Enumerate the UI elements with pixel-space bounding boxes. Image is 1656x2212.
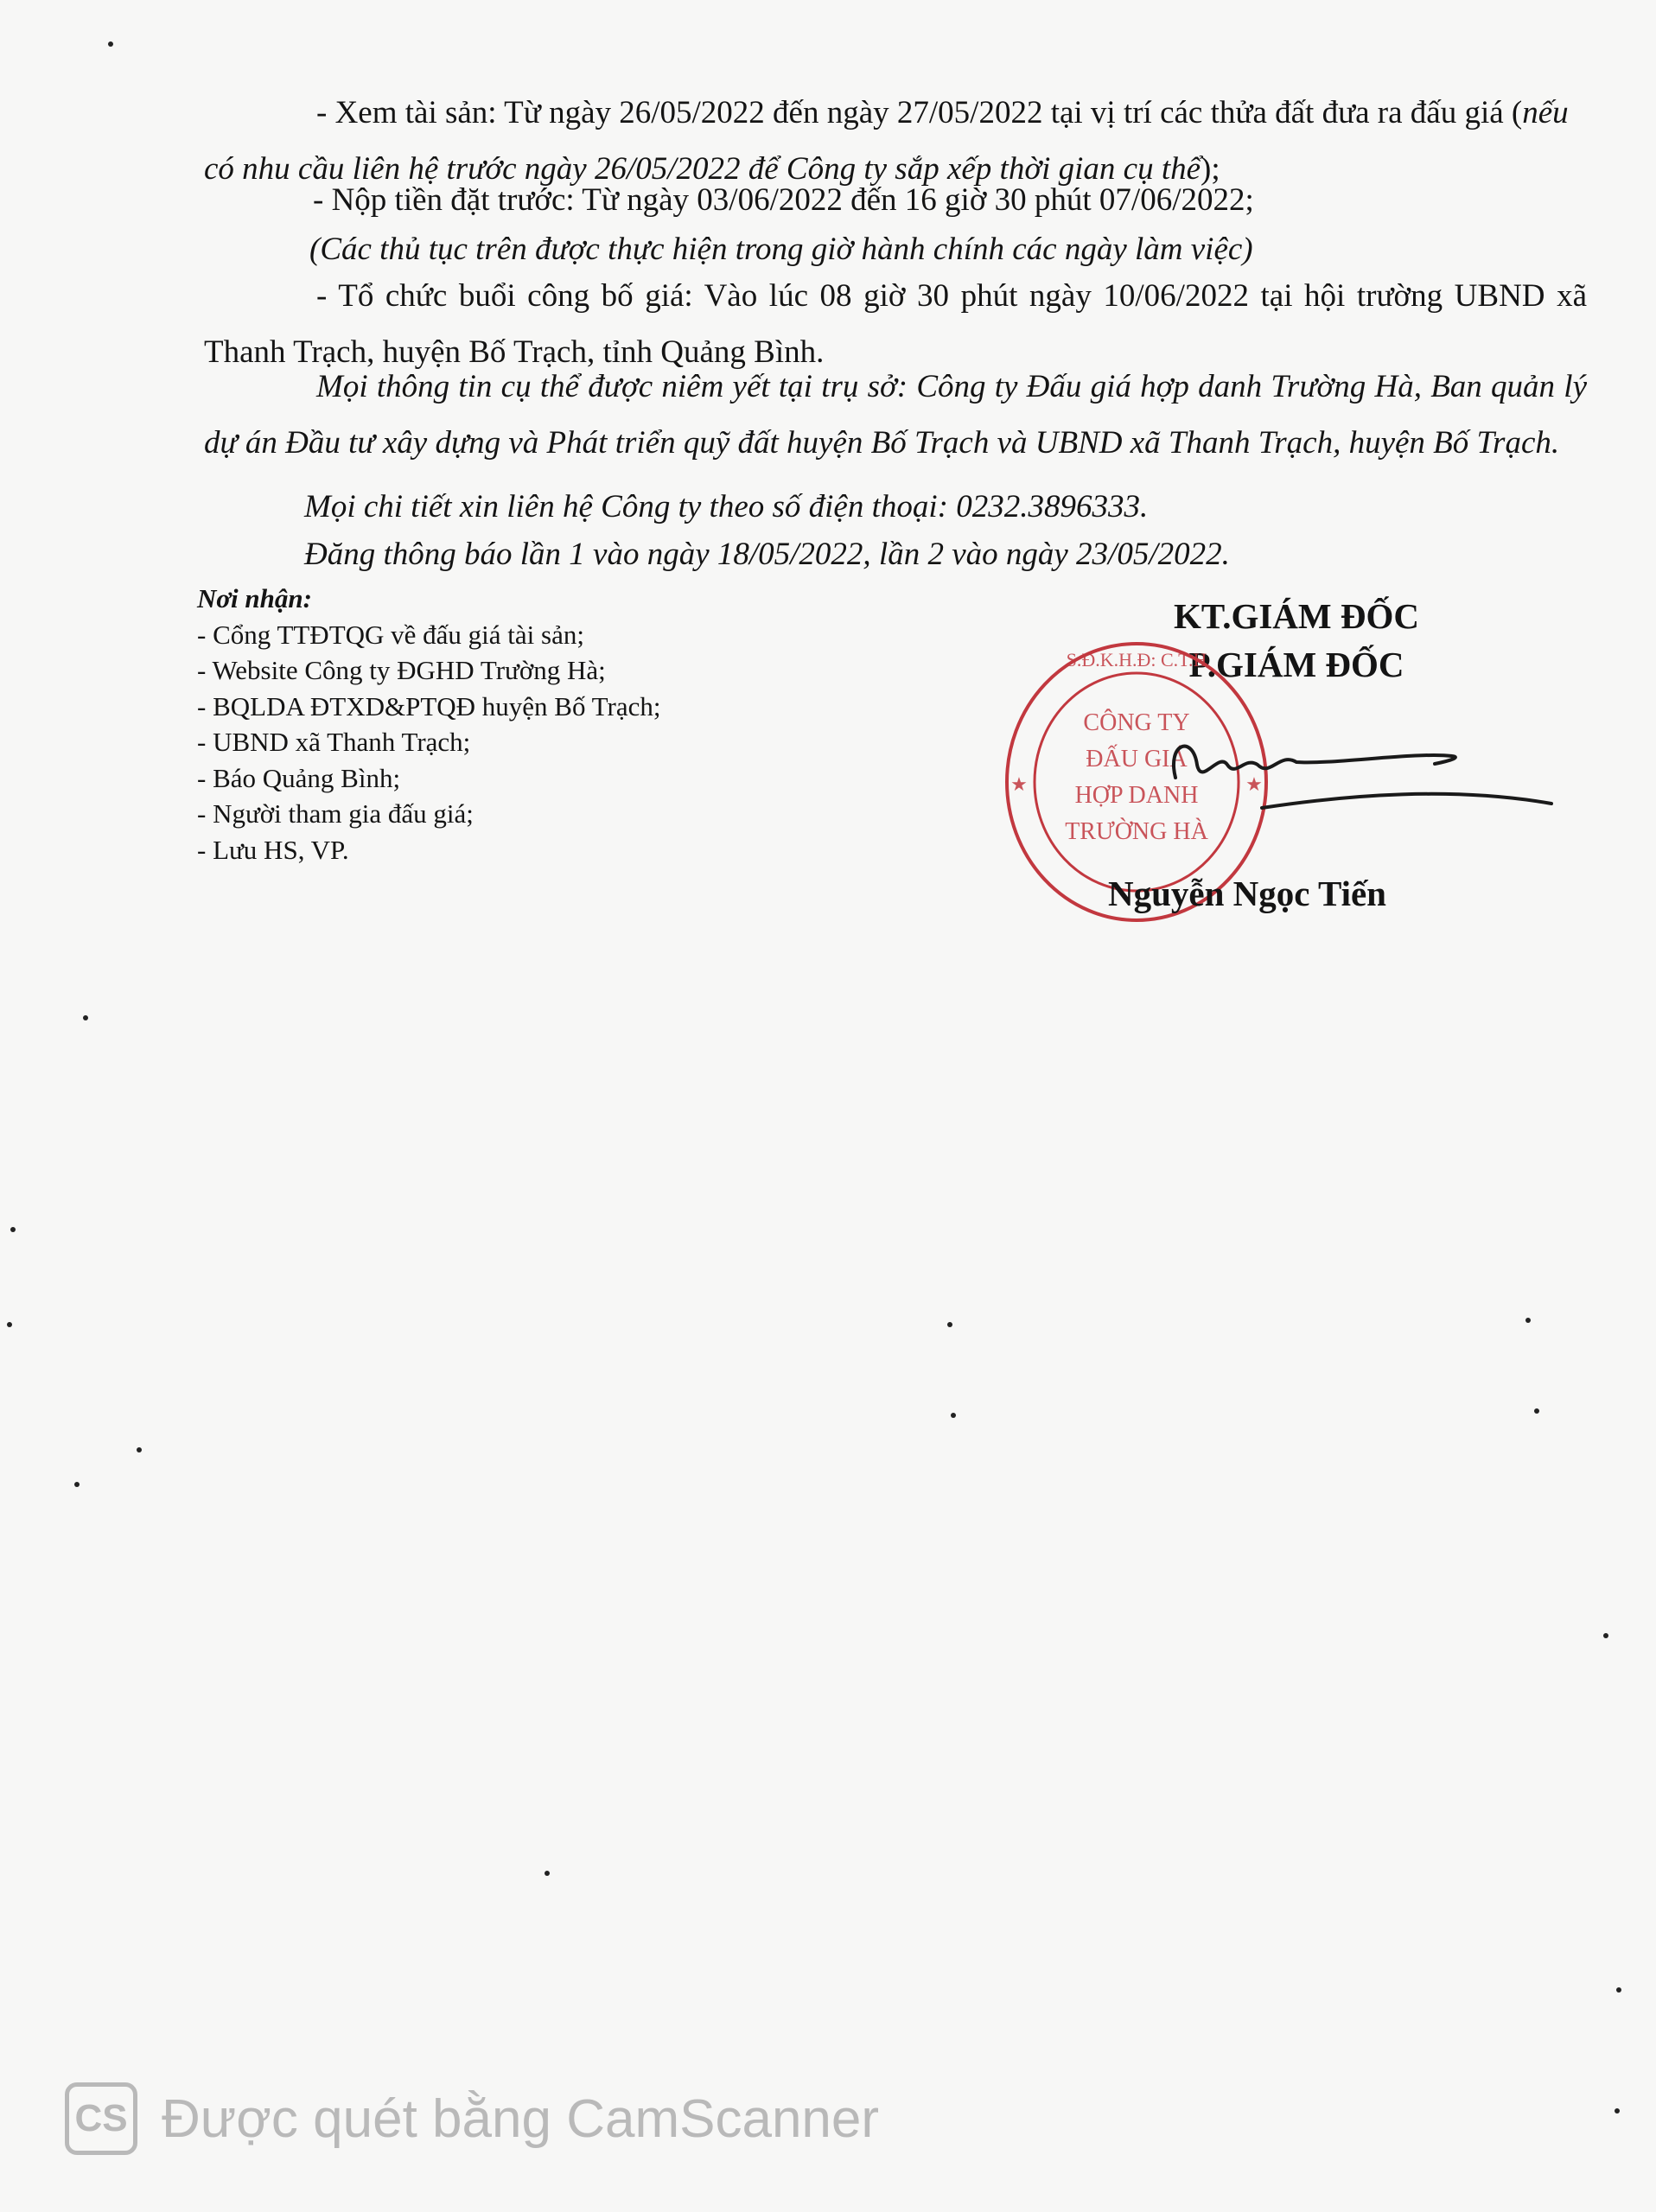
paragraph-contact: Mọi chi tiết xin liên hệ Công ty theo số điện thoại: 0232.3896333.: [304, 489, 1149, 524]
recipient-item: - Website Công ty ĐGHD Trường Hà;: [197, 655, 606, 685]
stamp-line: HỢP DANH: [1074, 782, 1199, 809]
scan-speck: [947, 1322, 952, 1327]
scan-speck: [108, 41, 113, 47]
signature-title-line2: P.GIÁM ĐỐC: [1188, 645, 1404, 684]
paragraph-deposit: - Nộp tiền đặt trước: Từ ngày 03/06/2022 đến 16 giờ 30 phút 07/06/2022;: [313, 182, 1254, 218]
recipient-item: - UBND xã Thanh Trạch;: [197, 727, 471, 757]
scan-speck: [1615, 2108, 1620, 2113]
recipient-item: - Lưu HS, VP.: [197, 834, 349, 865]
stamp-line: CÔNG TY: [1083, 709, 1190, 736]
scan-speck: [137, 1447, 142, 1452]
view-assets-note: nếu có nhu cầu liên hệ trước ngày 26/05/2022 để Công ty sắp xếp thời gian cụ thể: [204, 95, 1569, 187]
recipient-item: - Người tham gia đấu giá;: [197, 798, 474, 829]
scan-speck: [1616, 1987, 1621, 1993]
signer-name: Nguyễn Ngọc Tiến: [1108, 874, 1386, 913]
price-announcement-text: - Tổ chức buổi công bố giá: Vào lúc 08 giờ 30 phút ngày 10/06/2022 tại hội trường UBND xã Thanh Trạch, huyện Bố Trạch, tỉnh Quảng Bình.: [204, 278, 1587, 370]
scan-speck: [74, 1482, 80, 1487]
camscanner-watermark: [65, 2082, 879, 2155]
paragraph-posting-info: [204, 359, 1587, 471]
scan-speck: [1534, 1408, 1539, 1414]
handwritten-signature: [1158, 726, 1556, 821]
scan-speck: [7, 1322, 12, 1327]
stamp-ring-text: S.Đ.K.H.Đ: C.T.H: [1066, 649, 1207, 671]
stamp-line: TRƯỜNG HÀ: [1065, 818, 1208, 845]
recipients-title: Nơi nhận:: [197, 583, 312, 613]
star-icon: ★: [1245, 773, 1263, 795]
scan-speck: [951, 1413, 956, 1418]
paragraph-publication-dates: Đăng thông báo lần 1 vào ngày 18/05/2022, lần 2 vào ngày 23/05/2022.: [304, 537, 1230, 572]
recipient-item: - Cổng TTĐTQG về đấu giá tài sản;: [197, 619, 584, 650]
stamp-line: ĐẤU GIÁ: [1086, 746, 1188, 772]
scan-speck: [1603, 1633, 1608, 1638]
camscanner-text: Được quét bằng CamScanner: [162, 2088, 880, 2149]
recipients-block: [197, 581, 660, 868]
paragraph-view-assets: [204, 85, 1587, 197]
posting-info-text: Mọi thông tin cụ thể được niêm yết tại trụ sở: Công ty Đấu giá hợp danh Trường Hà, Ban quản lý dự án Đầu tư xây dựng và Phát triển quỹ đất huyện Bố Trạch và UBND xã Thanh Trạch, huyện Bố Trạch.: [204, 369, 1587, 461]
paragraph-procedure-note: (Các thủ tục trên được thực hiện trong giờ hành chính các ngày làm việc): [309, 232, 1253, 267]
scan-speck: [545, 1871, 550, 1876]
recipient-item: - Báo Quảng Bình;: [197, 762, 401, 793]
scan-speck: [83, 1015, 88, 1020]
view-assets-end: );: [1201, 151, 1220, 187]
star-icon: ★: [1010, 773, 1028, 795]
scan-speck: [1525, 1318, 1531, 1323]
camscanner-logo-icon: CS: [65, 2082, 137, 2155]
scan-speck: [10, 1227, 16, 1232]
view-assets-text: - Xem tài sản: Từ ngày 26/05/2022 đến ngày 27/05/2022 tại vị trí các thửa đất đưa ra đấu giá (: [316, 95, 1523, 130]
signature-title-line1: KT.GIÁM ĐỐC: [1174, 596, 1419, 636]
recipient-item: - BQLDA ĐTXD&PTQĐ huyện Bố Trạch;: [197, 690, 661, 721]
